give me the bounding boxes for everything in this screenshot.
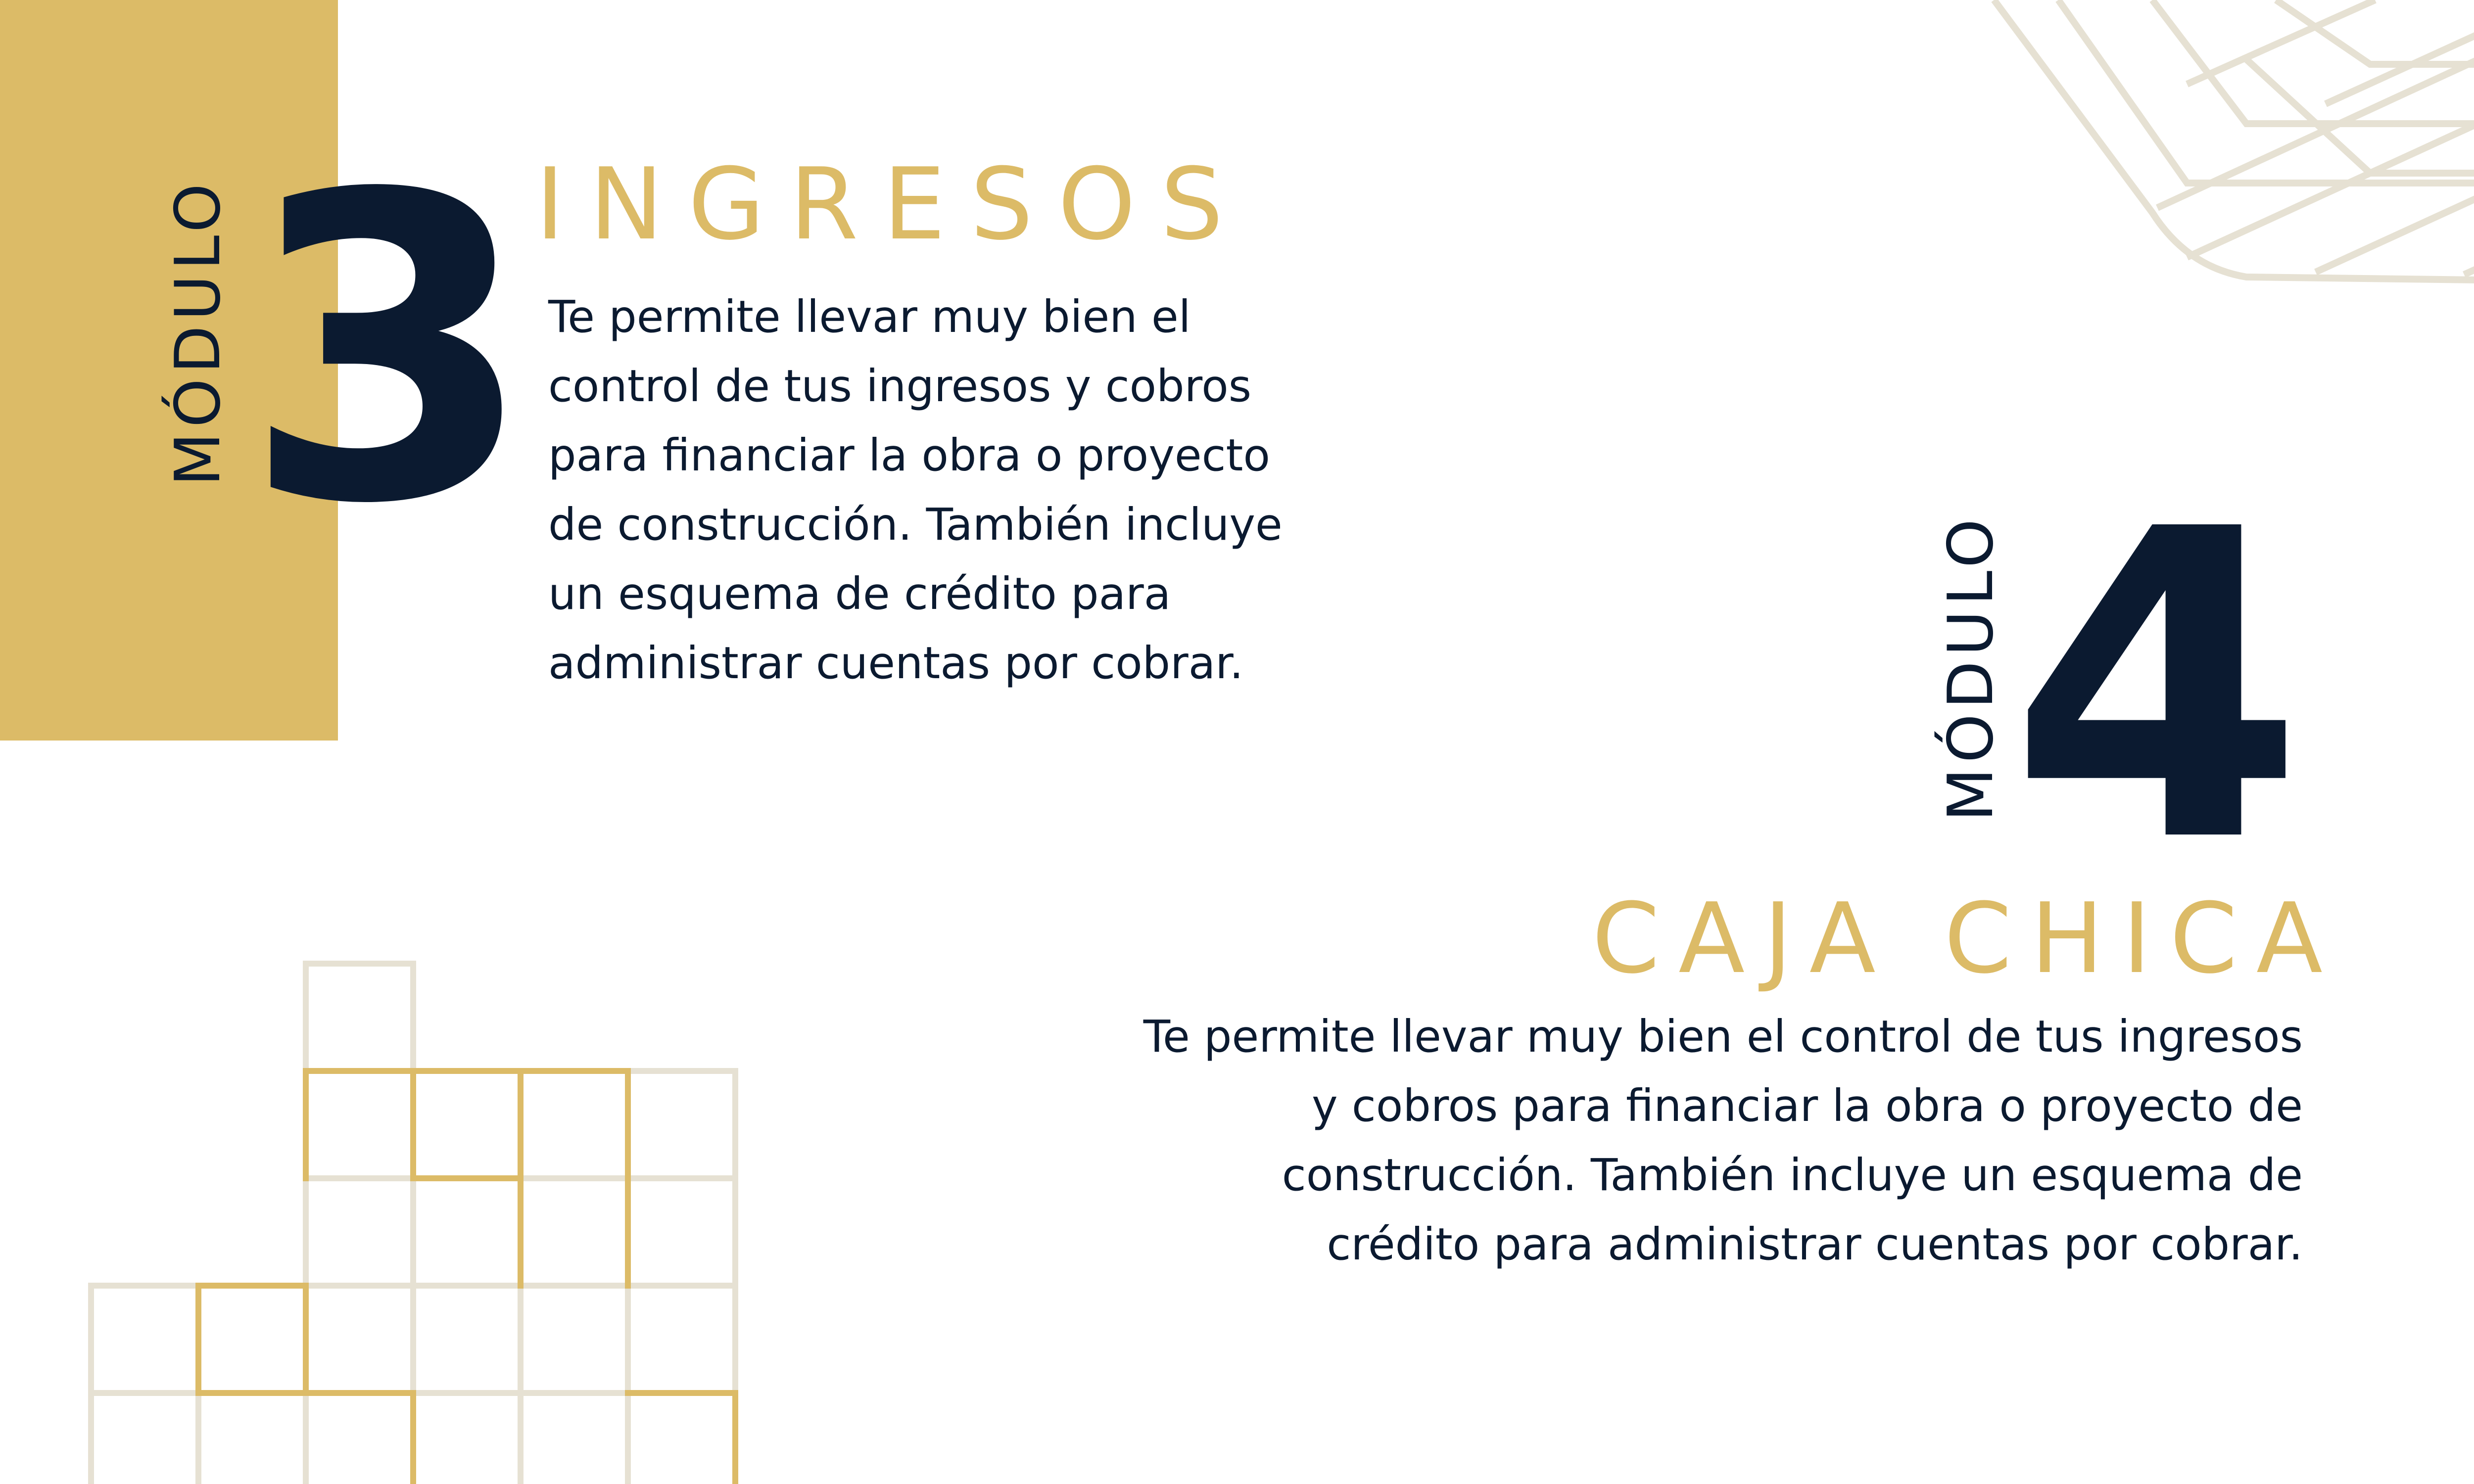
module3-title: INGRESOS — [535, 147, 1248, 262]
module4-description-line: crédito para administrar cuentas por cobrar. — [1327, 1218, 2303, 1270]
module3-description-line: control de tus ingresos y cobros — [548, 360, 1252, 412]
module4-label: MÓDULO — [1934, 513, 2007, 822]
module3-description-line: de construcción. También incluye — [548, 499, 1283, 550]
module3-description-line: para financiar la obra o proyecto — [548, 429, 1270, 481]
module4-description-line: construcción. También incluye un esquema de — [1282, 1149, 2303, 1201]
module4-description-line: Te permite llevar muy bien el control de tus ingresos — [1143, 1011, 2303, 1062]
module3-description — [548, 282, 1283, 697]
module3-label: MÓDULO — [161, 178, 234, 487]
module4-number: 4 — [2009, 440, 2305, 935]
module3-description-line: administrar cuentas por cobrar. — [548, 637, 1244, 689]
module3-number: 3 — [242, 106, 535, 596]
module4-description — [1143, 1002, 2303, 1279]
module3-description-line: un esquema de crédito para — [548, 568, 1171, 619]
module4-description-line: y cobros para financiar la obra o proyecto de — [1311, 1080, 2303, 1131]
module4-title: CAJA CHICA — [1592, 882, 2341, 995]
module3-description-line: Te permite llevar muy bien el — [548, 291, 1191, 342]
